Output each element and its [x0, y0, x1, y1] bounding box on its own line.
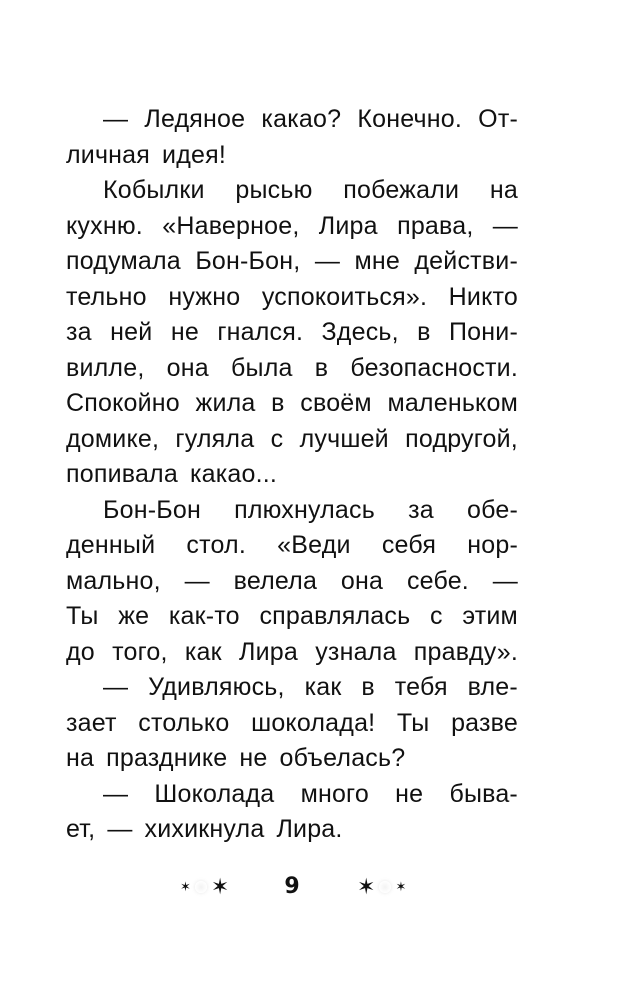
star-icon: ✶	[395, 879, 407, 894]
body-text	[66, 102, 518, 848]
stars-ornament-icon	[357, 872, 406, 902]
text-line: за ней не гнался. Здесь, в Пони-	[66, 318, 518, 346]
text-line: кухню. «Наверное, Лира права, —	[66, 211, 518, 240]
text-line: Ты же как-то справлялась с этим	[66, 602, 518, 630]
sparkle-icon	[379, 881, 391, 893]
text-line: домике, гуляла с лучшей подругой,	[66, 424, 518, 453]
text-line: до того, как Лира узнала правду».	[66, 637, 518, 666]
text-line: денный стол. «Веди себя нор-	[66, 531, 518, 559]
star-icon: ✶	[357, 874, 376, 899]
text-line: Спокойно жила в своём маленьком	[66, 389, 518, 417]
page-number: 9	[284, 874, 300, 899]
sparkle-icon	[195, 881, 207, 893]
text-line: тельно нужно успокоиться». Никто	[66, 282, 518, 311]
text-line: — Удивляюсь, как в тебя вле-	[103, 673, 518, 701]
text-line: мально, — велела она себе. —	[66, 566, 518, 595]
text-line: Кобылки рысью побежали на	[103, 176, 518, 204]
star-icon: ✶	[210, 874, 230, 899]
stars-ornament-icon	[180, 872, 229, 902]
text-line: попивала какао...	[66, 460, 278, 488]
text-line: подумала Бон-Бон, — мне действи-	[66, 247, 518, 275]
text-line: — Ледяное какао? Конечно. От-	[103, 105, 518, 133]
text-line: личная идея!	[66, 140, 226, 169]
text-line: вилле, она была в безопасности.	[66, 353, 518, 382]
text-line: на празднике не объелась?	[66, 744, 406, 772]
text-line: зает столько шоколада! Ты разве	[66, 708, 518, 737]
text-line: ет, — хихикнула Лира.	[66, 815, 343, 843]
page-footer	[0, 872, 619, 902]
text-line: — Шоколада много не быва-	[103, 779, 518, 808]
text-line: Бон-Бон плюхнулась за обе-	[103, 495, 518, 524]
star-icon: ✶	[180, 879, 191, 894]
